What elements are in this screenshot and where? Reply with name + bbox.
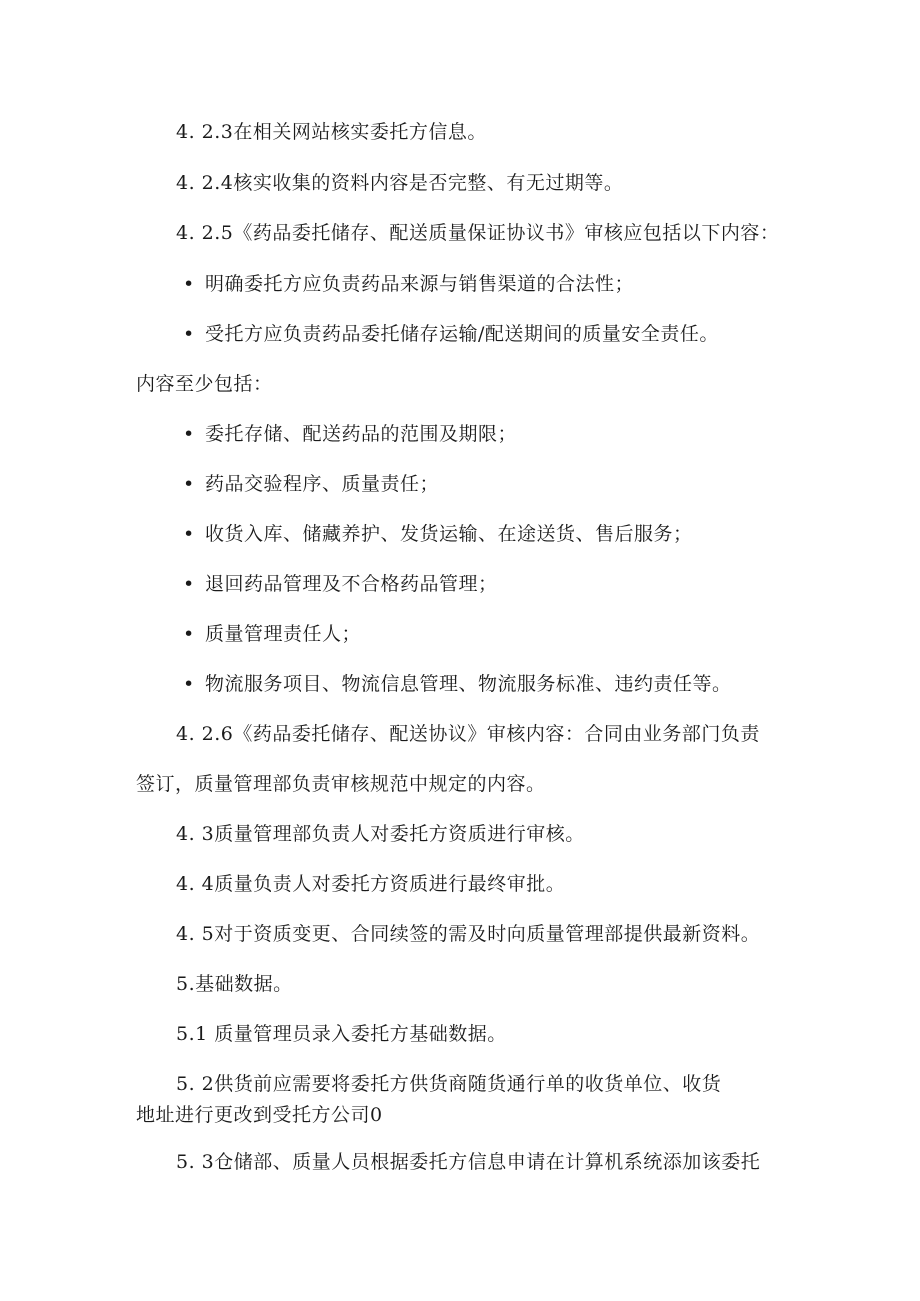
list-item-text: 受托方应负责药品委托储存运输/配送期间的质量安全责任。 <box>205 323 719 345</box>
bullet-icon: • <box>183 323 195 345</box>
paragraph-4-2-6: 4. 2.6《药品委托储存、配送协议》审核内容：合同由业务部门负责 <box>176 723 760 745</box>
paragraph-4-3: 4. 3质量管理部负责人对委托方资质进行审核。 <box>176 823 585 845</box>
bullet-icon: • <box>183 623 195 645</box>
bullet-icon: • <box>183 473 195 495</box>
list-item-text: 明确委托方应负责药品来源与销售渠道的合法性； <box>205 273 635 295</box>
list-item <box>183 572 498 596</box>
list-item <box>183 522 693 546</box>
bullet-icon: • <box>183 523 195 545</box>
list-item <box>183 672 732 696</box>
paragraph-4-2-4: 4. 2.4核实收集的资料内容是否完整、有无过期等。 <box>176 172 624 194</box>
list-item-text: 物流服务项目、物流信息管理、物流服务标准、违约责任等。 <box>205 673 732 695</box>
paragraph-4-4: 4. 4质量负责人对委托方资质进行最终审批。 <box>176 873 566 895</box>
bullet-icon: • <box>183 673 195 695</box>
paragraph-4-2-3: 4. 2.3在相关网站核实委托方信息。 <box>176 121 487 143</box>
list-item <box>183 472 439 496</box>
paragraph-5-2: 5. 2供货前应需要将委托方供货商随货通行单的收货单位、收货 <box>176 1073 722 1095</box>
list-item-text: 委托存储、配送药品的范围及期限； <box>205 423 518 445</box>
bullet-icon: • <box>183 423 195 445</box>
list-item <box>183 322 719 346</box>
bullet-icon: • <box>183 273 195 295</box>
list-item-text: 质量管理责任人； <box>205 623 362 645</box>
paragraph-5-2-cont: 地址进行更改到受托方公司0 <box>136 1104 383 1126</box>
list-item-text: 药品交验程序、质量责任； <box>205 473 440 495</box>
bullet-icon: • <box>183 573 195 595</box>
paragraph-4-5: 4. 5对于资质变更、合同续签的需及时向质量管理部提供最新资料。 <box>176 923 761 945</box>
paragraph-5-1: 5.1 质量管理员录入委托方基础数据。 <box>176 1023 507 1045</box>
paragraph-4-2-6-cont: 签订，质量管理部负责审核规范中规定的内容。 <box>136 773 546 795</box>
section-5-heading: 5.基础数据。 <box>176 973 293 995</box>
list-item-text: 收货入库、储藏养护、发货运输、在途送货、售后服务； <box>205 523 693 545</box>
paragraph-content-includes: 内容至少包括： <box>136 373 273 395</box>
paragraph-5-3: 5. 3仓储部、质量人员根据委托方信息申请在计算机系统添加该委托 <box>176 1151 761 1173</box>
list-item <box>183 272 634 296</box>
list-item <box>183 622 361 646</box>
list-item-text: 退回药品管理及不合格药品管理； <box>205 573 498 595</box>
list-item <box>183 422 517 446</box>
paragraph-4-2-5: 4. 2.5《药品委托储存、配送质量保证协议书》审核应包括以下内容： <box>176 222 780 244</box>
